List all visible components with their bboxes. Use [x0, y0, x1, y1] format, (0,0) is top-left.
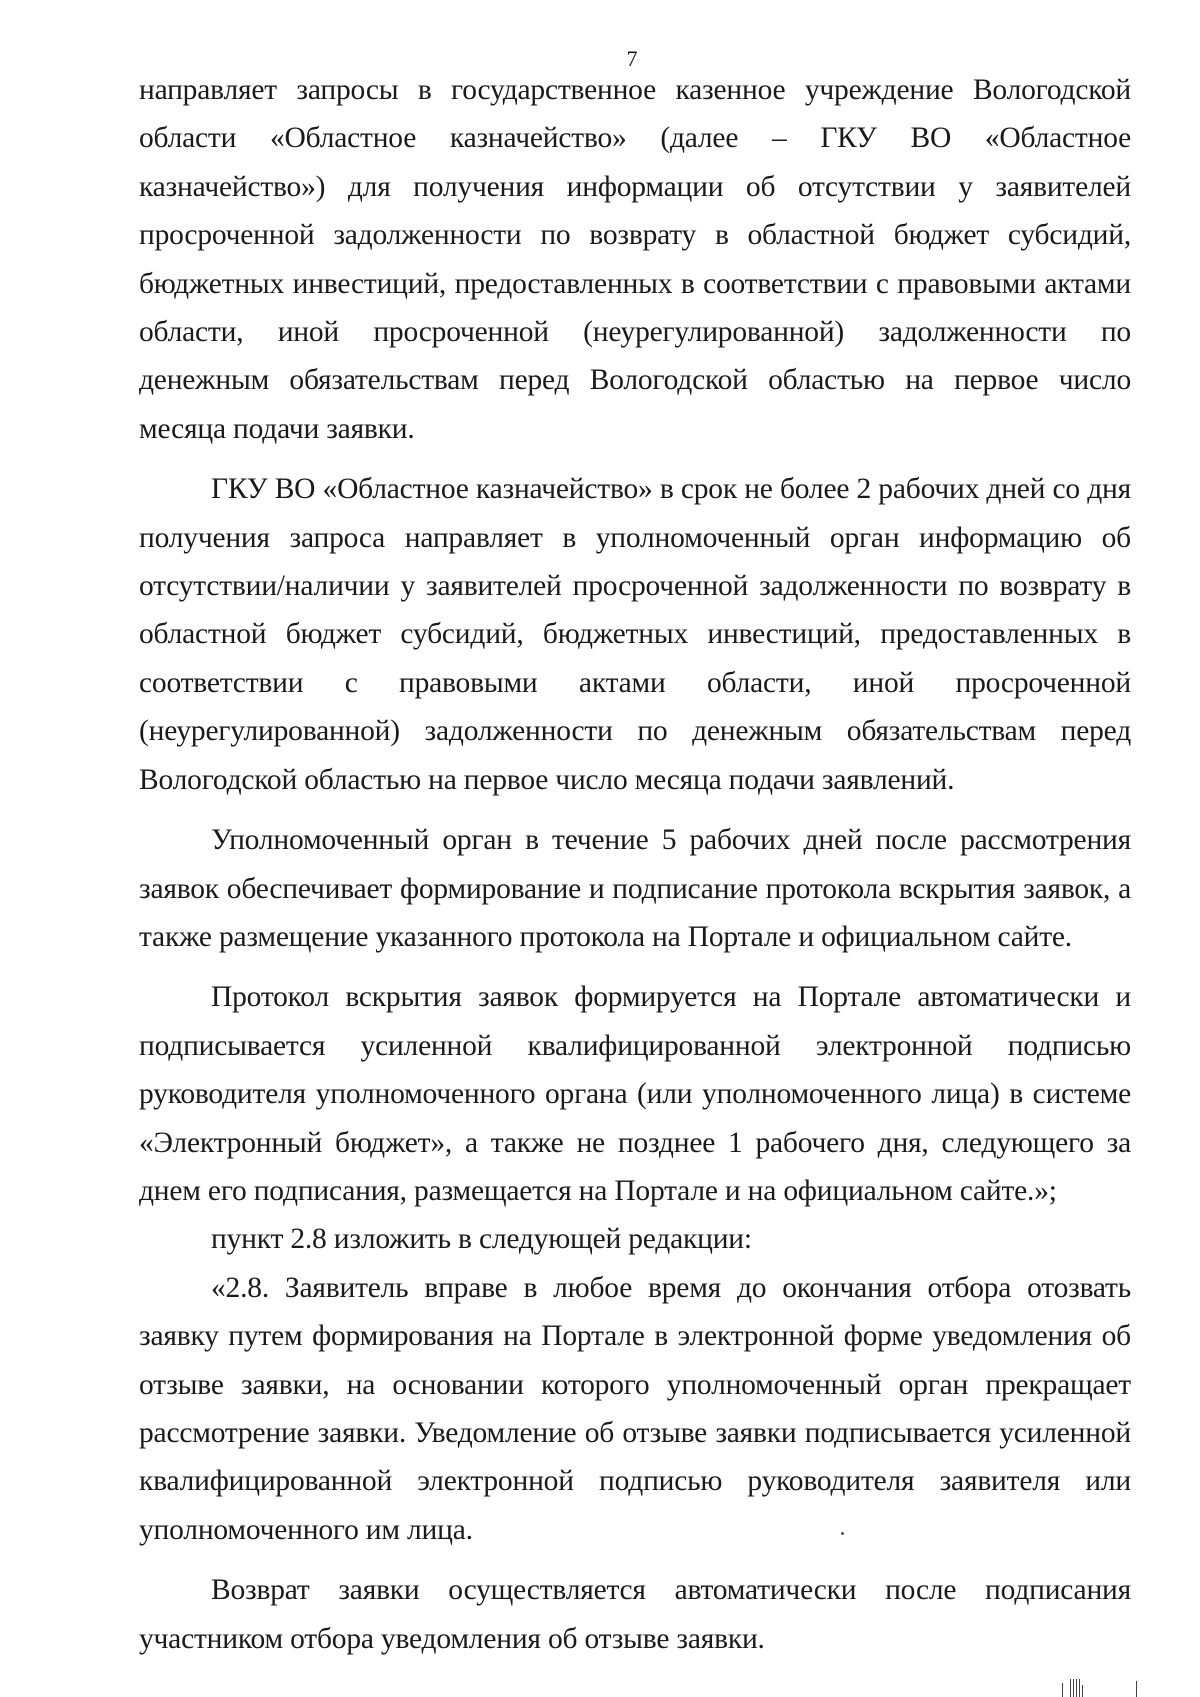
paragraph-protocol-signing: Протокол вскрытия заявок формируется на Портале автоматически и подписывается усиленной квалифицированной электронной подписью руководителя уполномоченного органа (или уполномоченного лица) в системе «Электронный бюджет», а также не позднее 1 рабочего дня, следующего за днем его подписания, размещается на Портале и на официальном сайте.»;	[139, 981, 1131, 1207]
paragraph-application-return: Возврат заявки осуществляется автоматически после подписания участником отбора уведомления об отзыве заявки.	[139, 1574, 1131, 1655]
paragraph-request-treasury: направляет запросы в государственное казенное учреждение Вологодской области «Областное казначейство» (далее – ГКУ ВО «Областное казначейство») для получения информации об отсутствии у заявителей просроченной задолженности по возврату в областной бюджет субсидий, бюджетных инвестиций, предоставленных в соответствии с правовыми актами области, иной просроченной (неурегулированной) задолженности по денежным обязательствам перед Вологодской областью на первое число месяца подачи заявки.	[139, 74, 1131, 445]
scan-speck	[841, 1532, 844, 1535]
paragraph-treasury-response: ГКУ ВО «Областное казначейство» в срок не более 2 рабочих дней со дня получения запроса направляет в уполномоченный орган информацию об отсутствии/наличии у заявителей просроченной задолженности по возврату в областной бюджет субсидий, бюджетных инвестиций, предоставленных в соответствии с правовыми актами области, иной просроченной (неурегулированной) задолженности по денежным обязательствам перед Вологодской областью на первое число месяца подачи заявлений.	[139, 473, 1131, 796]
scan-edge-marks	[1060, 1675, 1170, 1697]
paragraph-clause-2-8: «2.8. Заявитель вправе в любое время до окончания отбора отозвать заявку путем формирования на Портале в электронной форме уведомления об отзыве заявки, на основании которого уполномоченный орган прекращает рассмотрение заявки. Уведомление об отзыве заявки подписывается усиленной квалифицированной электронной подписью руководителя заявителя или уполномоченного им лица.	[139, 1271, 1131, 1546]
paragraph-opening-protocol: Уполномоченный орган в течение 5 рабочих дней после рассмотрения заявок обеспечивает формирование и подписание протокола вскрытия заявок, а также размещение указанного протокола на Портале и официальном сайте.	[139, 824, 1131, 953]
body-text	[139, 66, 1131, 1663]
paragraph-clause-2-8-intro: пункт 2.8 изложить в следующей редакции:	[211, 1223, 752, 1256]
page-number: 7	[626, 46, 638, 71]
